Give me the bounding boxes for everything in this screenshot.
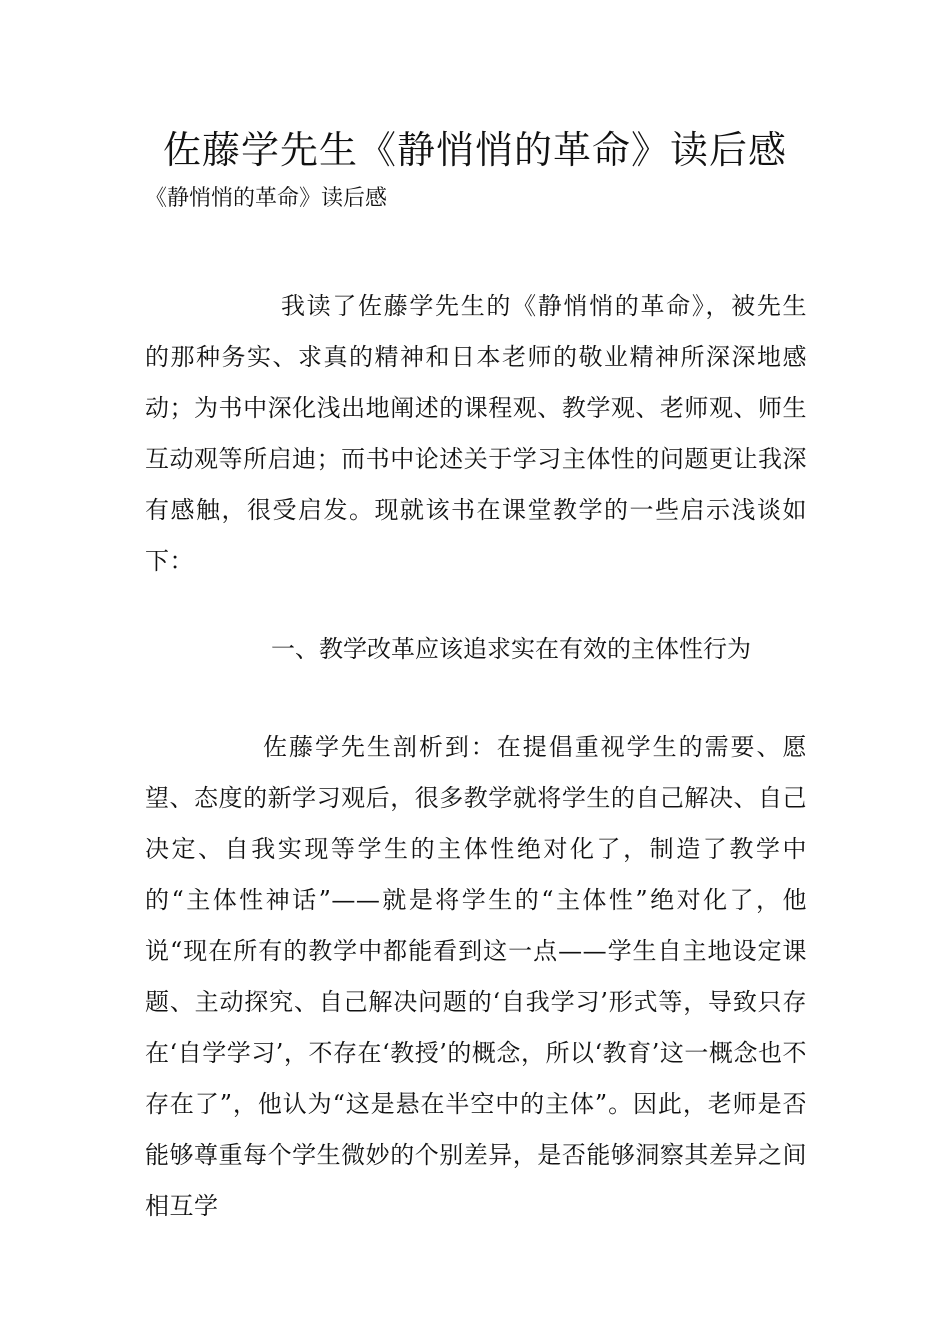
document-subtitle: 《静悄悄的革命》读后感 [145,186,388,211]
intro-paragraph: 我读了佐藤学先生的《静悄悄的革命》，被先生的那种务实、求真的精神和日本老师的敬业精神所深深地感动；为书中深化浅出地阐述的课程观、教学观、老师观、师生互动观等所启迪；而书中论述关于学习主体性的问题更让我深有感触，很受启发。现就该书在课堂教学的一些启示浅谈如下： [145,292,807,575]
document-title: 佐藤学先生《静悄悄的革命》读后感 [162,128,787,172]
section-heading: 一、教学改革应该追求实在有效的主体性行为 [271,635,751,663]
body-paragraph: 佐藤学先生剖析到：在提倡重视学生的需要、愿望、态度的新学习观后，很多教学就将学生的自己解决、自己决定、自我实现等学生的主体性绝对化了，制造了教学中的“主体性神话”——就是将学生的“主体性”绝对化了，他说“现在所有的教学中都能看到这一点——学生自主地设定课题、主动探究、自己解决问题的‘自我学习’形式等，导致只存在‘自学学习’，不存在‘教授’的概念，所以‘教育’这一概念也不存在了”，他认为“这是悬在半空中的主体”。因此，老师是否能够尊重每个学生微妙的个别差异，是否能够洞察其差异之间相互学 [145,733,807,1220]
